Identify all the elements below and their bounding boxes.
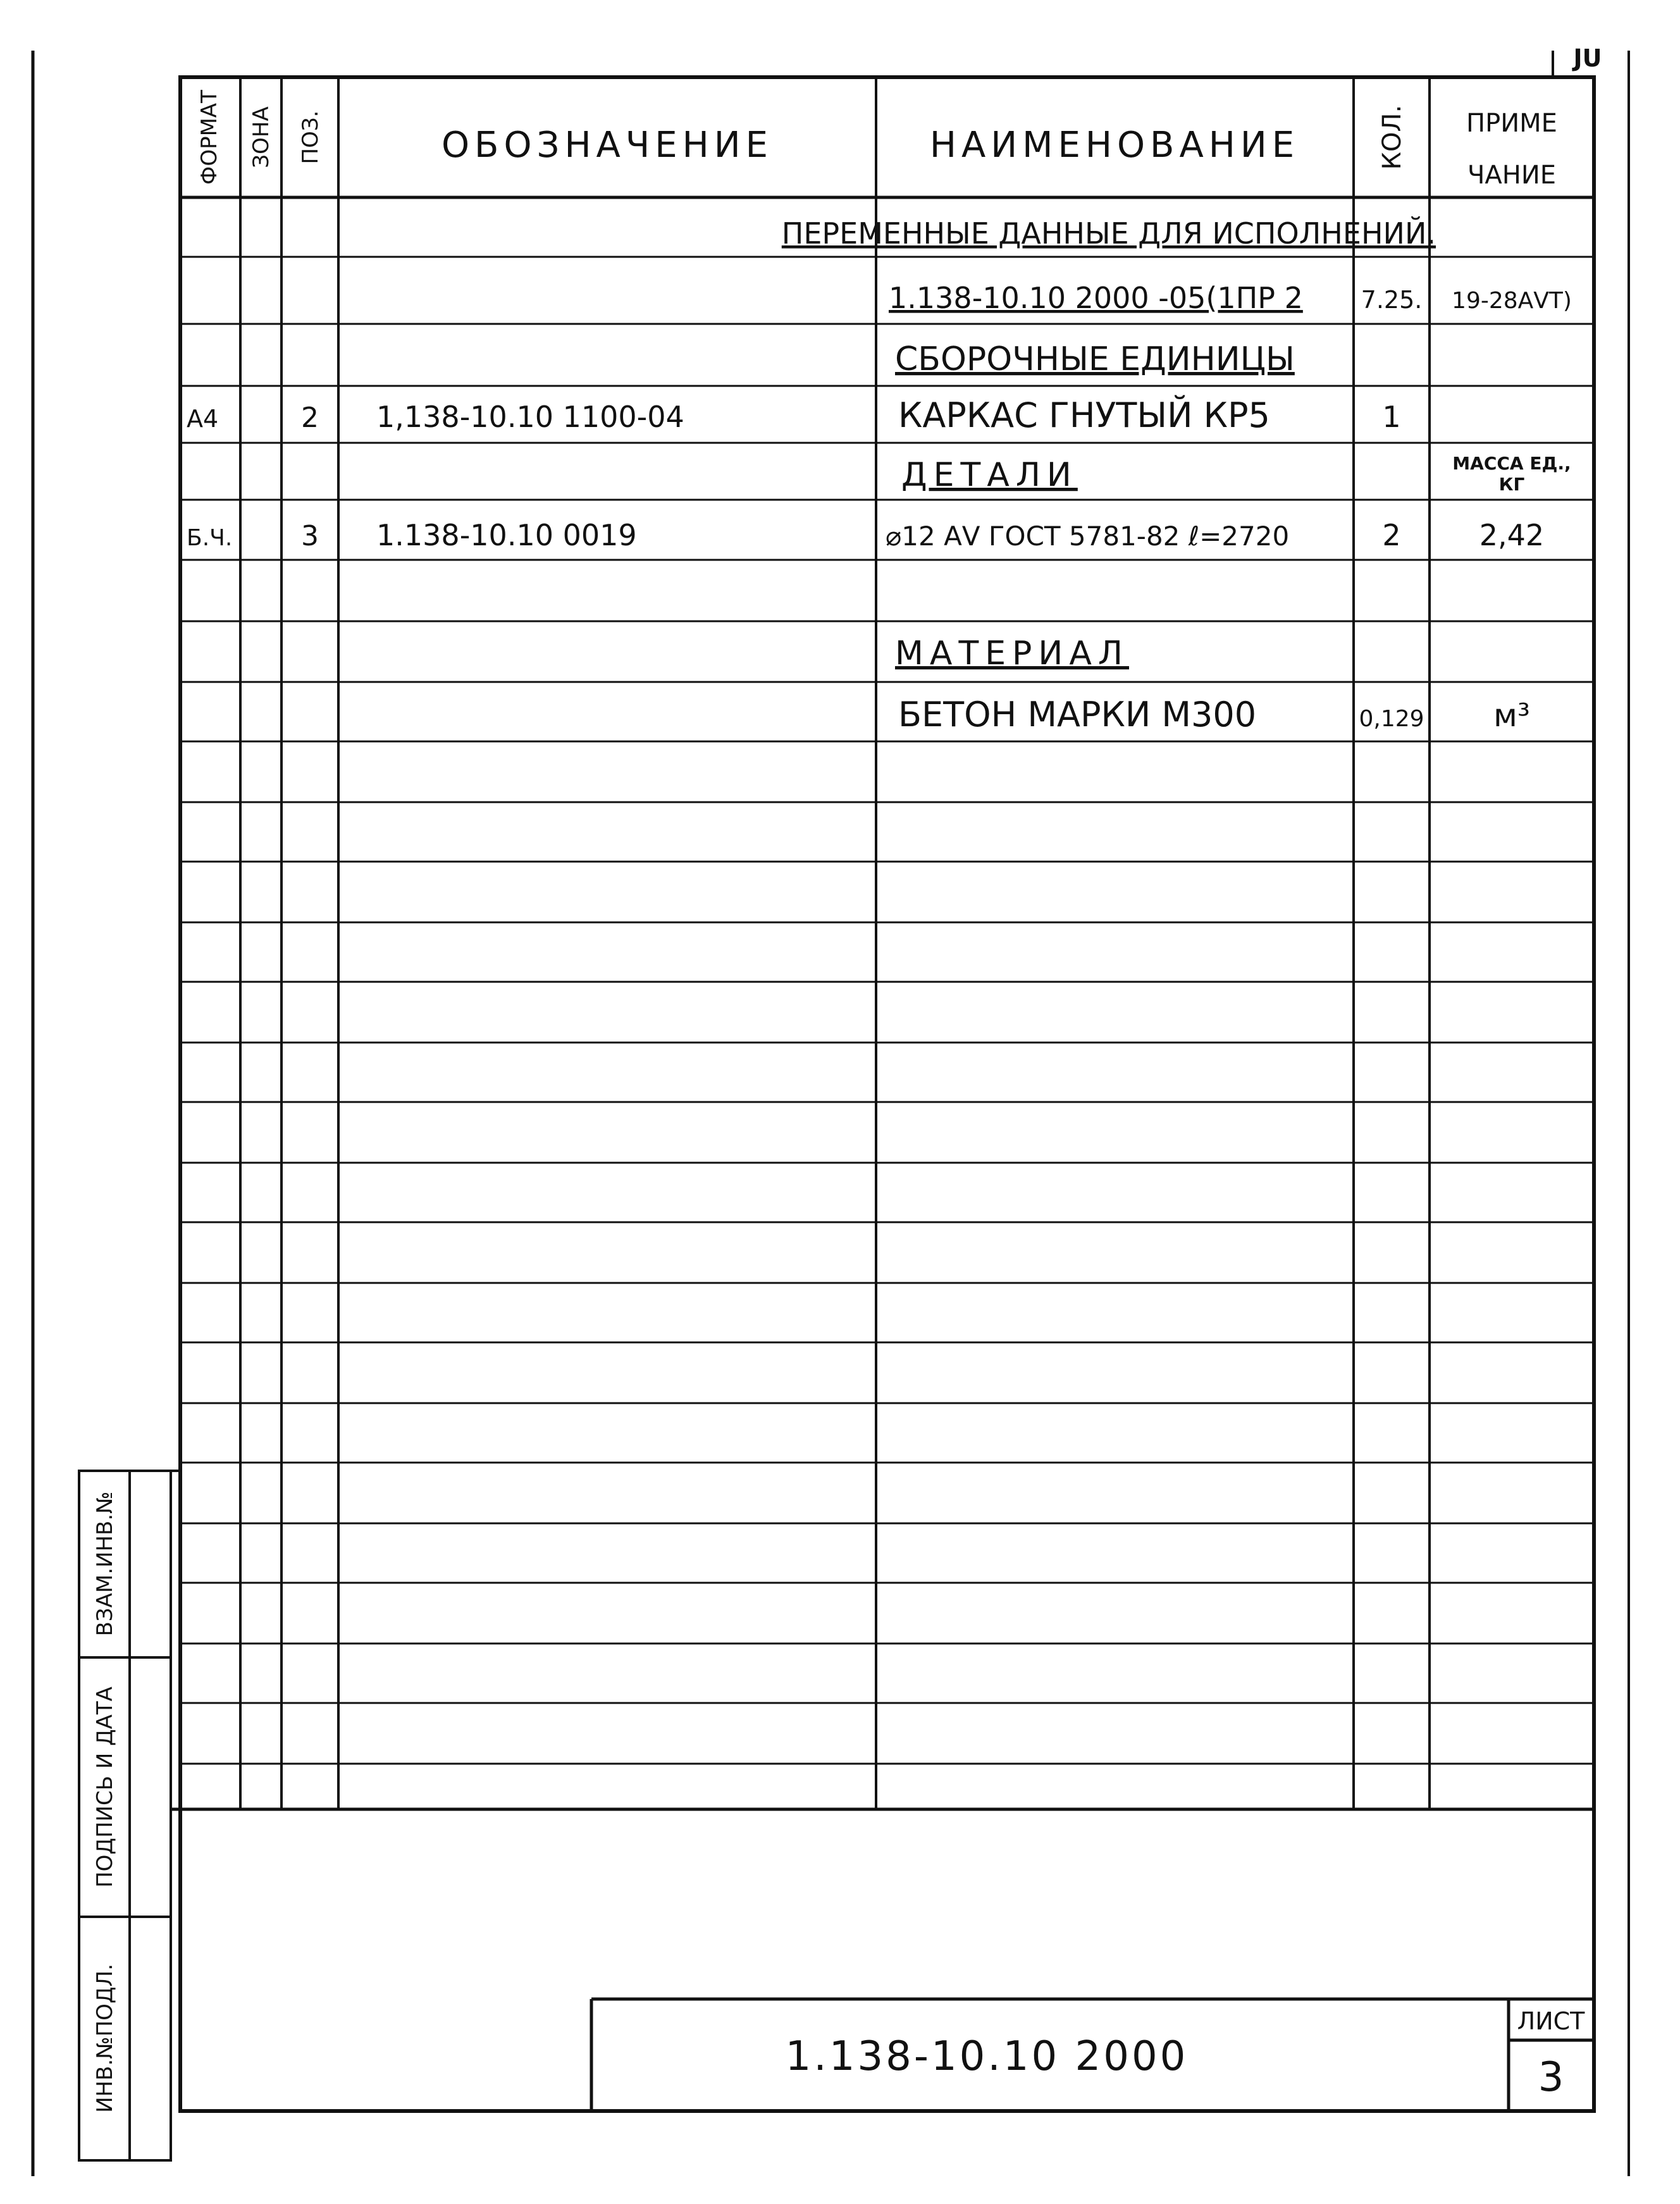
row-lines (180, 257, 1594, 1764)
row-variable-data-title: ПЕРЕМЕННЫЕ ДАННЫЕ ДЛЯ ИСПОЛНЕНИЙ. (781, 216, 1436, 251)
title-sheet-label: ЛИСТ (1517, 2007, 1585, 2035)
row3-name: КАРКАС ГНУТЫЙ КР5 (898, 395, 1270, 435)
section-assembly-units: СБОРОЧНЫЕ ЕДИНИЦЫ (895, 340, 1295, 378)
row-variant-qty: 7.25. (1361, 286, 1423, 314)
column-lines (240, 77, 1430, 1809)
title-document-number: 1.138-10.10 2000 (785, 2033, 1189, 2080)
row-variant-note: 19-28АⅤТ) (1452, 288, 1572, 314)
header-designation: ОБОЗНАЧЕНИЕ (441, 125, 774, 166)
row7-name: БЕТОН МАРКИ М300 (898, 695, 1257, 734)
header-qty: КОЛ. (1378, 104, 1407, 170)
row3-format: А4 (187, 405, 219, 433)
section-details: ДЕТАЛИ (901, 456, 1078, 494)
row3-qty: 1 (1382, 400, 1401, 434)
header-note-line1: ПРИМЕ (1466, 109, 1557, 138)
row7-note: м³ (1493, 697, 1530, 734)
corner-number: JU (1573, 44, 1602, 72)
row4-note-line2: КГ (1498, 474, 1525, 495)
row5-pos: 3 (301, 520, 319, 552)
row5-designation: 1.138-10.10 0019 (376, 518, 637, 552)
row5-name: ⌀12 АⅤ ГОСТ 5781-82 ℓ=2720 (886, 521, 1290, 552)
row5-qty: 2 (1382, 518, 1401, 552)
side-stamp-inv-no-podl: ИНВ.№ПОДЛ. (92, 1964, 118, 2113)
header-format: ФОРМАТ (197, 90, 222, 185)
header-pos: ПОЗ. (298, 110, 323, 164)
header-name: НАИМЕНОВАНИЕ (929, 125, 1300, 166)
main-frame (180, 77, 1594, 2111)
row5-format: Б.Ч. (187, 525, 233, 551)
row5-note: 2,42 (1479, 518, 1545, 552)
row-variant-designation: 1.138-10.10 2000 -05(1ПР 2 (889, 281, 1303, 315)
side-stamp-vzam-inv: ВЗАМ.ИНВ.№ (92, 1491, 118, 1637)
row3-designation: 1,138-10.10 1100-04 (376, 400, 684, 434)
header-zone: ЗОНА (249, 106, 274, 168)
row4-note-line1: МАССА ЕД., (1452, 453, 1571, 474)
section-material: МАТЕРИАЛ (895, 635, 1129, 672)
header-note-line2: ЧАНИЕ (1467, 161, 1557, 190)
title-sheet-number: 3 (1538, 2054, 1564, 2101)
side-stamp-podpis-data: ПОДПИСЬ И ДАТА (92, 1687, 118, 1888)
row3-pos: 2 (301, 402, 319, 434)
row7-qty: 0,129 (1359, 706, 1424, 732)
